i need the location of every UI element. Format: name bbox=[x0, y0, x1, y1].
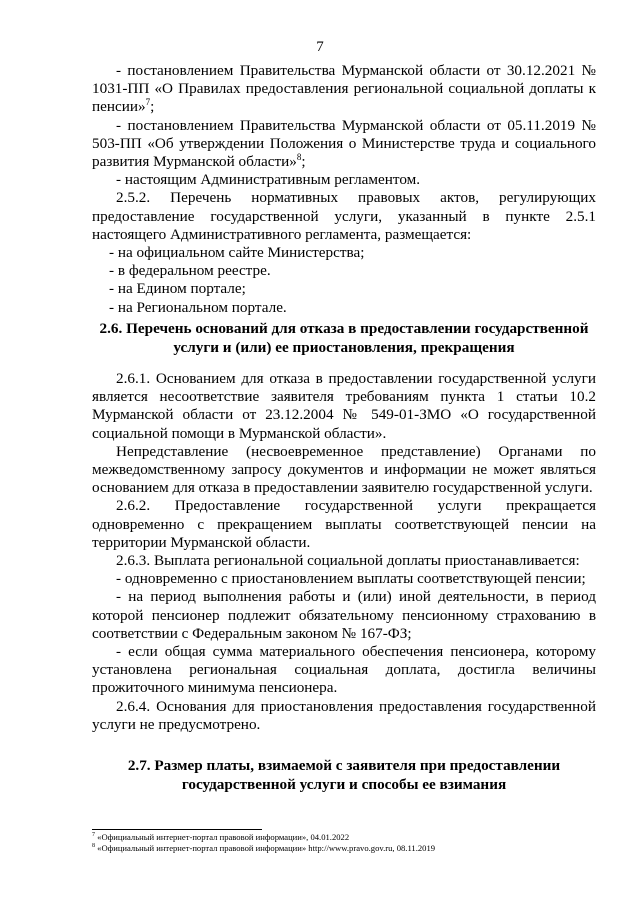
legal-acts-list bbox=[92, 62, 596, 317]
heading-line: 2.7. Размер платы, взимаемой с заявителя при предоставлении bbox=[127, 757, 561, 774]
footnote-text: «Официальный интернет-портал правовой информации» http://www.pravo.gov.ru, 08.11.2019 bbox=[95, 843, 436, 853]
list-item bbox=[92, 171, 596, 189]
footnote bbox=[92, 843, 612, 854]
paragraph: 2.6.4. Основания для приостановления предоставления государственной услуги не предусмотрено. bbox=[92, 697, 596, 733]
paragraph: - если общая сумма материального обеспечения пенсионера, которому установлена региональная социальная доплата, достигла величины прожиточного минимума пенсионера. bbox=[92, 643, 596, 697]
placement-item: - на Едином портале; bbox=[109, 280, 246, 298]
footnote bbox=[92, 832, 612, 843]
list-item-text: - постановлением Правительства Мурманской области от 05.11.2019 № 503-ПП «Об утверждении Положения о Министерстве труда и социального развития Мурманской области» bbox=[92, 116, 596, 171]
section-heading-2-6 bbox=[92, 320, 596, 357]
list-item-text: - настоящим Административным регламентом. bbox=[116, 171, 421, 189]
list-item-text: - постановлением Правительства Мурманской области от 30.12.2021 № 1031-ПП «О Правилах предоставления региональной социальной доплаты к пенсии» bbox=[92, 62, 596, 116]
paragraph: 2.6.1. Основанием для отказа в предоставлении государственной услуги является несоответствие заявителя требованиям пункта 1 статьи 10.2 Мурманской области от 23.12.2004 № 549-01-ЗМО «О государственной социальной помощи в Мурманской области». bbox=[92, 370, 596, 442]
heading-line: государственной услуги и способы ее взимания bbox=[181, 775, 507, 793]
footnote-number: 7 bbox=[92, 832, 95, 839]
paragraph-2-5-2: 2.5.2. Перечень нормативных правовых актов, регулирующих предоставление государственной услуги, указанный в пункте 2.5.1 настоящего Административного регламента, размещается: bbox=[92, 189, 596, 243]
section-heading-2-7 bbox=[92, 757, 596, 794]
placement-item: - на официальном сайте Министерства; bbox=[109, 244, 365, 262]
footnote-ref: 7 bbox=[145, 97, 151, 108]
paragraph: 2.6.3. Выплата региональной социальной доплаты приостанавливается: bbox=[116, 552, 580, 570]
section-2-6-body bbox=[92, 370, 596, 734]
paragraph: - на период выполнения работы и (или) иной деятельности, в период которой пенсионер подлежит обязательному пенсионному страхованию в соответствии с Федеральным законом № 167-ФЗ; bbox=[92, 588, 596, 642]
list-item-tail: ; bbox=[150, 98, 155, 116]
footnote-ref: 8 bbox=[296, 151, 302, 162]
list-item-tail: ; bbox=[301, 153, 306, 171]
placement-item: - в федеральном реестре. bbox=[109, 262, 271, 280]
page-number: 7 bbox=[316, 39, 324, 55]
placement-item: - на Региональном портале. bbox=[109, 298, 287, 316]
footnote-number: 8 bbox=[92, 843, 95, 850]
list-item bbox=[92, 62, 596, 117]
footnote-text: «Официальный интернет-портал правовой информации», 04.01.2022 bbox=[95, 832, 350, 842]
paragraph: Непредставление (несвоевременное представление) Органами по межведомственному запросу документов и информации не может являться основанием для отказа в предоставлении заявителю государственной услуги. bbox=[92, 442, 596, 497]
paragraph: 2.6.2. Предоставление государственной услуги прекращается одновременно с прекращением выплаты соответствующей пенсии на территории Мурманской области. bbox=[92, 497, 596, 551]
heading-line: 2.6. Перечень оснований для отказа в предоставлении государственной bbox=[99, 320, 589, 337]
footnote-separator bbox=[92, 829, 262, 830]
heading-line: услуги и (или) ее приостановления, прекращения bbox=[173, 338, 515, 356]
paragraph: - одновременно с приостановлением выплаты соответствующей пенсии; bbox=[116, 570, 586, 588]
list-item bbox=[92, 117, 596, 172]
